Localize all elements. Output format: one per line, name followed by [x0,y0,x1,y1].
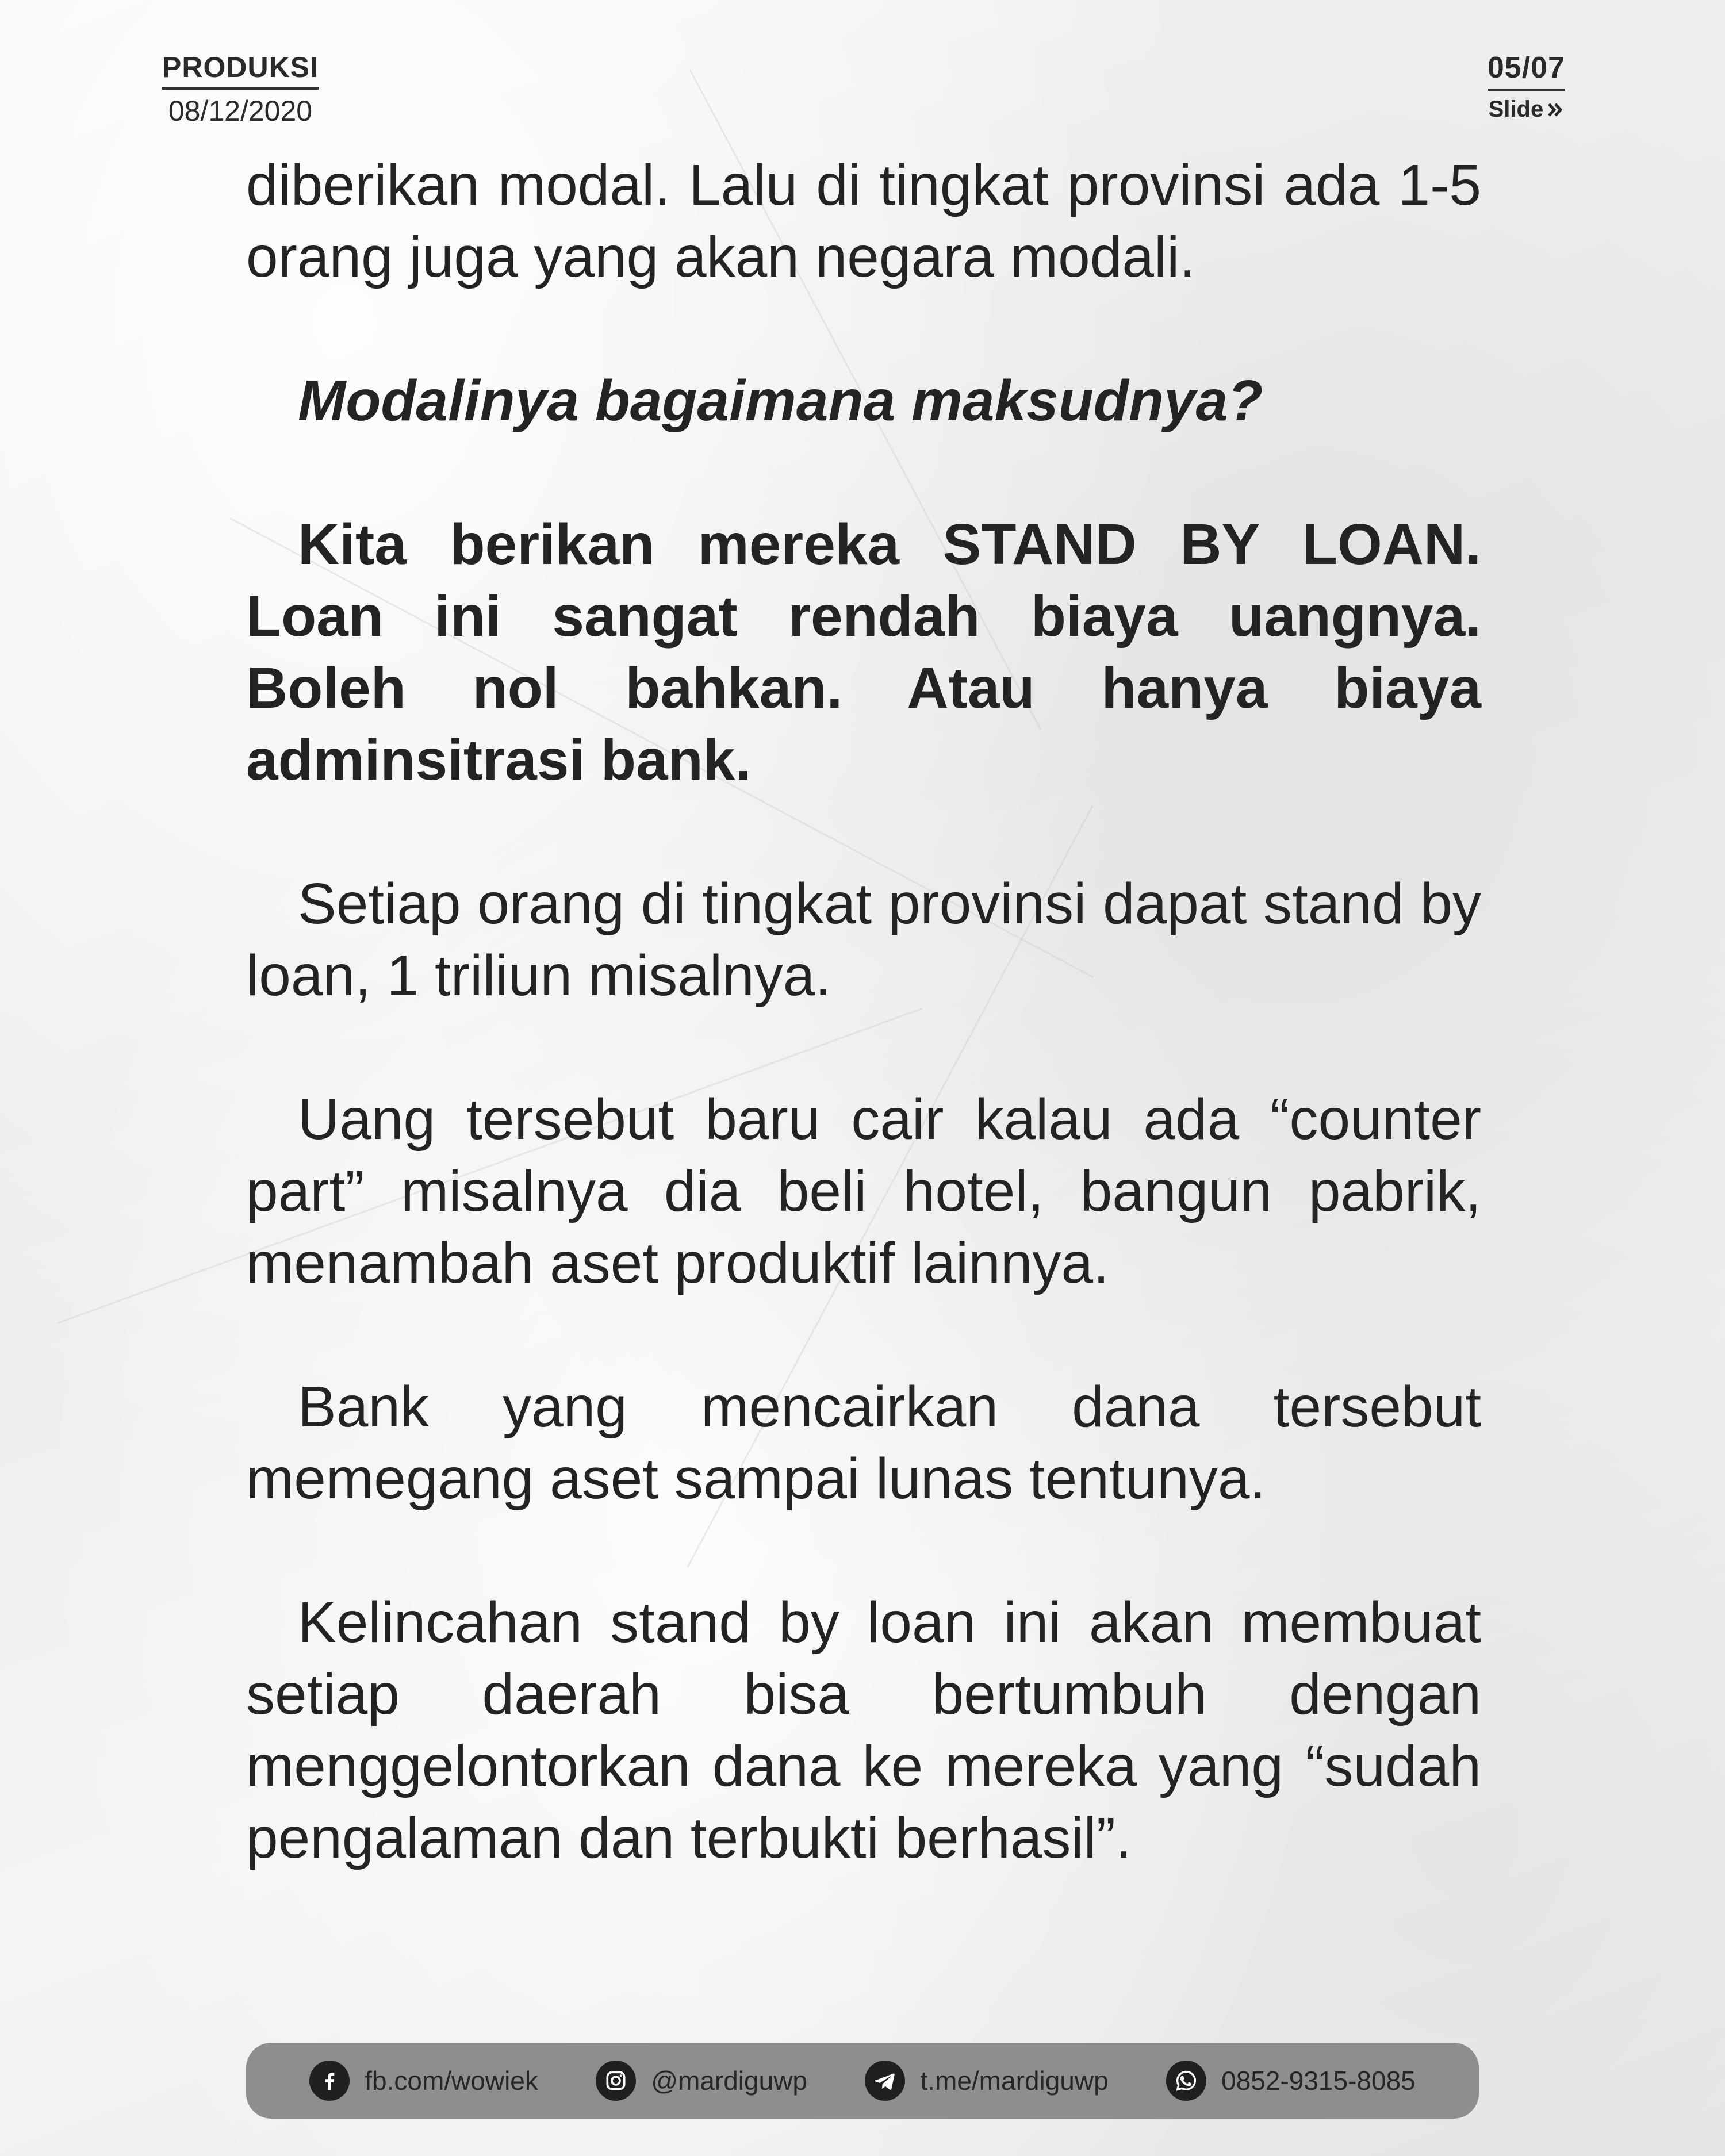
date-label: 08/12/2020 [168,95,313,127]
paragraph-3: Uang tersebut baru cair kalau ada “counter part” misalnya dia beli hotel, bangun pabrik, menambah aset produktif lainnya. [246,1087,1481,1295]
telegram-icon [865,2061,905,2101]
slide-label: Slide [1488,97,1544,122]
category-label: PRODUKSI [162,51,319,90]
page-counter: 05/07 [1488,51,1565,91]
social-footer [246,2043,1479,2119]
question-heading: Modalinya bagaimana maksudnya? [298,369,1263,433]
header-left [162,51,319,128]
facebook-icon [309,2061,350,2101]
header-right [1488,51,1565,122]
telegram-link[interactable] [865,2061,1108,2101]
bold-paragraph: Kita berikan mereka STAND BY LOAN. Loan ini sangat rendah biaya uangnya. Boleh nol bahkan. Atau hanya biaya adminsitrasi bank. [246,512,1481,792]
double-chevron-right-icon [1547,101,1564,118]
paragraph-5: Kelincahan stand by loan ini akan membuat setiap daerah bisa bertumbuh dengan menggelontorkan dana ke mereka yang “sudah pengalaman dan terbukti berhasil”. [246,1590,1481,1870]
whatsapp-icon [1166,2061,1206,2101]
facebook-link[interactable] [309,2061,538,2101]
instagram-icon [596,2061,636,2101]
whatsapp-number: 0852-9315-8085 [1221,2066,1416,2096]
paragraph-1: diberikan modal. Lalu di tingkat provinsi ada 1-5 orang juga yang akan negara modali. [246,153,1481,289]
telegram-handle: t.me/mardiguwp [920,2066,1109,2096]
article-body [246,149,1481,1946]
whatsapp-link[interactable] [1166,2061,1416,2101]
paragraph-4: Bank yang mencairkan dana tersebut memegang aset sampai lunas tentunya. [246,1375,1481,1511]
facebook-handle: fb.com/wowiek [365,2066,538,2096]
slide-indicator[interactable] [1488,97,1565,122]
paragraph-2: Setiap orang di tingkat provinsi dapat stand by loan, 1 triliun misalnya. [246,872,1481,1008]
instagram-handle: @mardiguwp [651,2066,807,2096]
instagram-link[interactable] [596,2061,807,2101]
